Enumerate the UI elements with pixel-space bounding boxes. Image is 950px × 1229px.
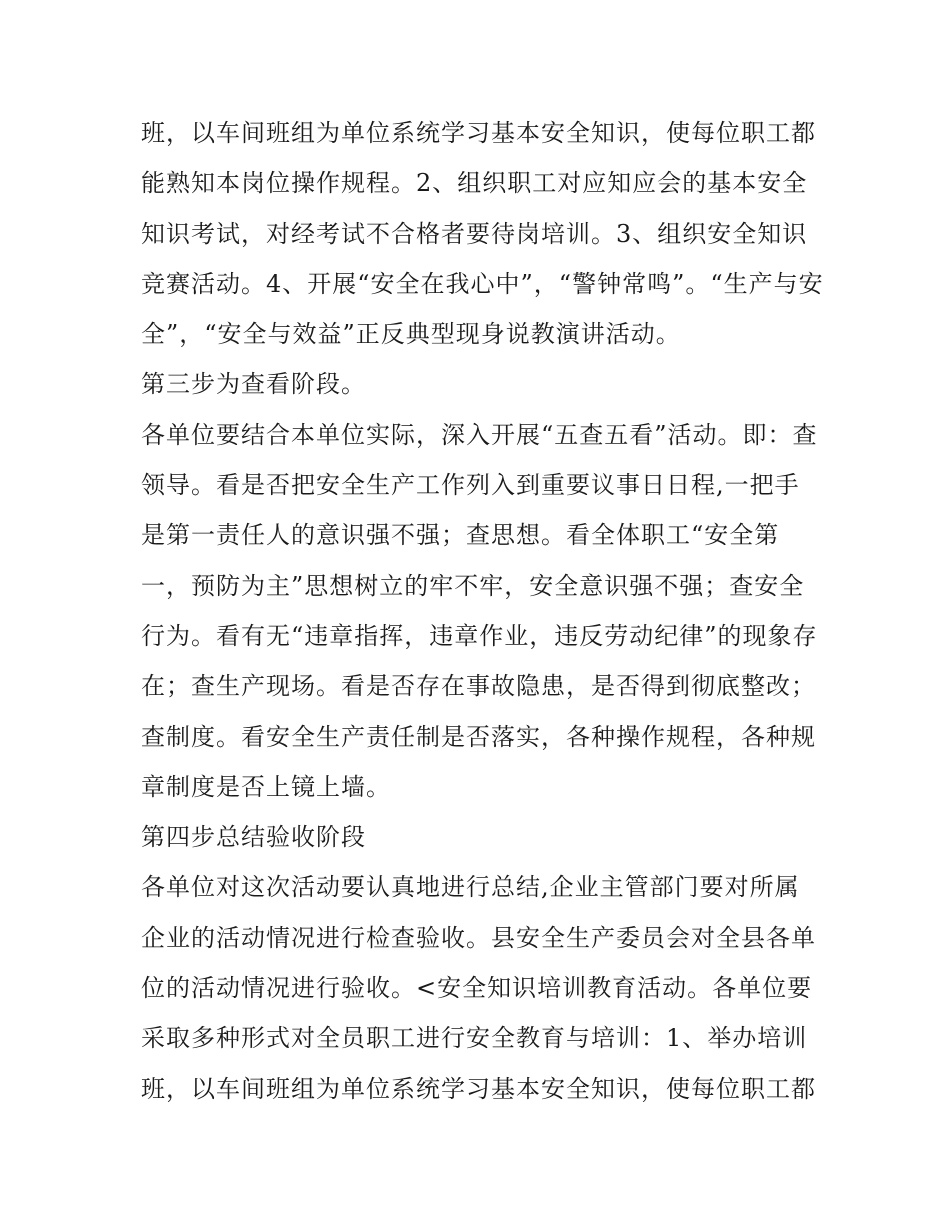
text-line: 在；查生产现场。看是否存在事故隐患，是否得到彻底整改；	[141, 672, 816, 701]
text-line: 位的活动情况进行验收。<安全知识培训教育活动。各单位要	[141, 974, 813, 1003]
section-heading: 第三步为查看阶段。	[141, 370, 366, 399]
text-line: 班，以车间班组为单位系统学习基本安全知识，使每位职工都	[141, 119, 816, 147]
text-line: 查制度。看安全生产责任制是否落实，各种操作规程，各种规	[141, 722, 816, 751]
text-line: 全”，“安全与效益”正反典型现身说教演讲活动。	[141, 320, 681, 349]
text-line: 各单位对这次活动要认真地进行总结,企业主管部门要对所属	[141, 873, 800, 902]
text-line: 能熟知本岗位操作规程。2、组织职工对应知应会的基本安全	[141, 169, 808, 198]
section-heading: 第四步总结验收阶段	[141, 823, 366, 852]
text-line: 是第一责任人的意识强不强；查思想。看全体职工“安全第	[141, 521, 780, 550]
text-line: 领导。看是否把安全生产工作列入到重要议事日日程,一把手	[141, 471, 800, 500]
text-line: 知识考试，对经考试不合格者要待岗培训。3、组织安全知识	[141, 219, 808, 248]
text-line: 各单位要结合本单位实际，深入开展“五查五看”活动。即：查	[141, 420, 818, 449]
document-body	[141, 108, 831, 1114]
text-line: 章制度是否上镜上墙。	[141, 772, 391, 801]
text-line: 企业的活动情况进行检查验收。县安全生产委员会对全县各单	[141, 923, 816, 952]
text-line: 一，预防为主”思想树立的牢不牢，安全意识强不强；查安全	[141, 571, 805, 600]
text-line: 竞赛活动。4、开展“安全在我心中”，“警钟常鸣”。“生产与安	[141, 269, 824, 298]
text-line: 行为。看有无“违章指挥，违章作业，违反劳动纪律”的现象存	[141, 621, 818, 650]
text-line: 班，以车间班组为单位系统学习基本安全知识，使每位职工都	[141, 1074, 816, 1103]
text-line: 采取多种形式对全员职工进行安全教育与培训：1、举办培训	[141, 1024, 808, 1053]
